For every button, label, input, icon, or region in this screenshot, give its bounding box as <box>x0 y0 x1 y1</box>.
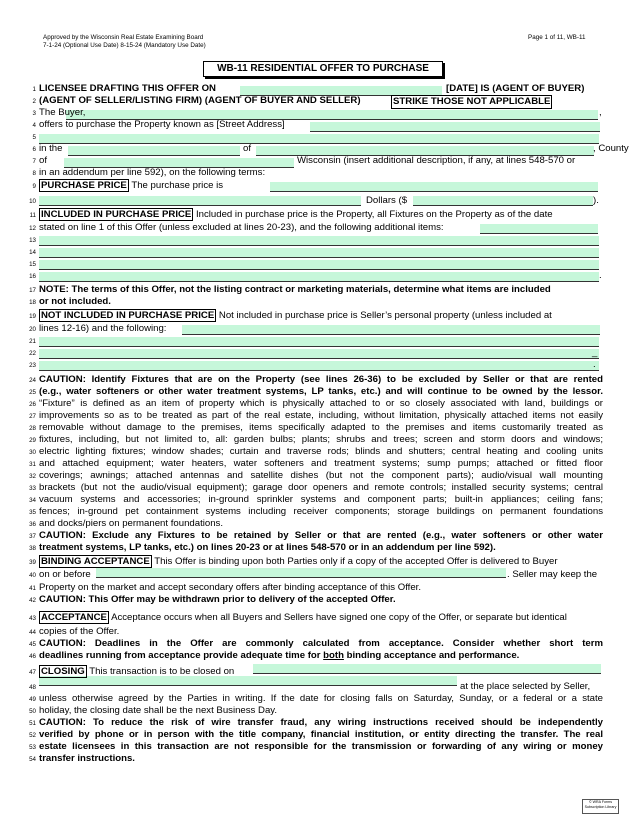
binding-acceptance-heading: BINDING ACCEPTANCE <box>41 556 150 567</box>
included-heading: INCLUDED IN PURCHASE PRICE <box>41 209 192 220</box>
line-5: 5 <box>32 134 36 141</box>
line-48: 48 at the place selected by Seller, <box>29 681 591 692</box>
line-23: 23 . <box>29 359 596 370</box>
line-16: 16 . <box>29 270 602 281</box>
line-25: 25 (e.g., water softeners or other water treatment systems, LP tanks, etc.) and will continue to be owned by the lessor. <box>29 386 603 397</box>
line-29: 29 fixtures, including, but not limited to, all: garden bulbs; plants; shrubs and trees; screen and storm doors and windows; <box>29 434 603 445</box>
line-39: 39 BINDING ACCEPTANCE This Offer is binding upon both Parties only if a copy of the accepted Offer is delivered to Buyer <box>29 556 558 567</box>
purchase-price-heading: PURCHASE PRICE <box>41 180 127 191</box>
line-22: 22 _ <box>29 347 598 358</box>
line-49: 49 unless otherwise agreed by the Parties in writing. If the date for closing falls on Saturday, Sunday, or a federal or a state <box>29 693 603 704</box>
line-30: 30 electric lighting fixtures; window shades; curtain and traverse rods; blinds and shutters; central heating and cooling units <box>29 446 603 457</box>
line-37: 37 CAUTION: Exclude any Fixtures to be retained by Seller or that are rented (e.g., water softeners or other water <box>29 530 603 541</box>
line-40: 40 on or before . Seller may keep the <box>29 569 598 580</box>
line-43: 43 ACCEPTANCE Acceptance occurs when all Buyers and Sellers have signed one copy of the Offer, or separate but identical <box>29 612 567 623</box>
line-28: 28 removable without damage to the premises, items specifically adapted to the premises and items customarily treated as <box>29 422 603 433</box>
line-34: 34 vacuum systems and accessories; in-ground sprinkler systems and component parts; built-in appliances; ceiling fans; <box>29 494 603 505</box>
line-35: 35 fences; in-ground pet containment systems including receiver components; storage buildings on permanent foundations <box>29 506 603 517</box>
line-21: 21 <box>29 338 36 345</box>
line-38: 38 treatment systems, LP tanks, etc.) on lines 20-23 or at lines 548-570 or in an addendum per line 592). <box>29 542 496 553</box>
line-52: 52 verified by phone or in person with the title company, financial institution, or entity directing the transfer. The real <box>29 729 603 740</box>
line-33: 33 brackets (but not the audio/visual equipment); garage door openers and remote controls; installed security systems; central <box>29 482 603 493</box>
approval-line: Approved by the Wisconsin Real Estate Examining Board <box>43 34 204 41</box>
line-46: 46 deadlines running from acceptance provide adequate time for both binding acceptance and performance. <box>29 650 520 661</box>
line-13: 13 <box>29 237 36 244</box>
line-12: 12 stated on line 1 of this Offer (unless excluded at lines 20-23), and the following additional items: <box>29 222 444 233</box>
line-15: 15 <box>29 261 36 268</box>
line-11: 11 INCLUDED IN PURCHASE PRICE Included in purchase price is the Property, all Fixtures on the Property as of the date <box>29 209 553 220</box>
line-44: 44 copies of the Offer. <box>29 626 120 637</box>
approval-text <box>43 34 206 50</box>
line-2: 2 (AGENT OF SELLER/LISTING FIRM) (AGENT OF BUYER AND SELLER) STRIKE THOSE NOT APPLICABLE <box>32 95 551 107</box>
form-title: WB-11 RESIDENTIAL OFFER TO PURCHASE <box>203 61 443 77</box>
line-45: 45 CAUTION: Deadlines in the Offer are commonly calculated from acceptance. Consider whether short term <box>29 638 603 649</box>
page-number: Page 1 of 11, WB-11 <box>528 34 586 41</box>
line-27: 27 improvements so as to be treated as part of the real estate, including, without limitation, physically attached items not easily <box>29 410 603 421</box>
line-7: 7 of Wisconsin (insert additional description, if any, at lines 548-570 or <box>32 155 576 166</box>
closing-heading: CLOSING <box>41 666 85 677</box>
line-36: 36 and docks/piers on permanent foundations. <box>29 518 224 529</box>
line-14: 14 <box>29 249 36 256</box>
line-1: 1 LICENSEE DRAFTING THIS OFFER ON [DATE] IS (AGENT OF BUYER) <box>32 83 585 94</box>
line-32: 32 coverings; awnings; attached antennas and satellite dishes (but not the component parts); audio/visual wall mounting <box>29 470 603 481</box>
line-47: 47 CLOSING This transaction is to be closed on <box>29 666 235 677</box>
line-26: 26 “Fixture” is defined as an item of property which is physically attached to or so closely associated with land, buildings or <box>29 398 603 409</box>
line-54: 54 transfer instructions. <box>29 753 135 764</box>
line-8: 8 in an addendum per line 592), on the following terms: <box>32 167 266 178</box>
line-24: 24 CAUTION: Identify Fixtures that are on the Property (see lines 26-36) to be excluded by Seller or that are rented <box>29 374 603 385</box>
line-50: 50 holiday, the closing date shall be the next Business Day. <box>29 705 278 716</box>
line-10: 10 Dollars ($ ). <box>29 195 599 206</box>
use-dates: 7-1-24 (Optional Use Date) 8-15-24 (Mandatory Use Date) <box>43 42 206 49</box>
line-20: 20 lines 12-16) and the following: <box>29 323 167 334</box>
line-42: 42 CAUTION: This Offer may be withdrawn prior to delivery of the accepted Offer. <box>29 594 396 605</box>
line-19: 19 NOT INCLUDED IN PURCHASE PRICE Not included in purchase price is Seller’s personal property (unless included at <box>29 310 552 321</box>
line-6: 6 in the of , County <box>32 143 629 154</box>
line-31: 31 and attached equipment; water heaters, water softeners and treatment systems; sump pumps; attached or fitted floor <box>29 458 603 469</box>
line-17: 17 NOTE: The terms of this Offer, not the listing contract or marketing materials, determine what items are included <box>29 284 551 295</box>
line-51: 51 CAUTION: To reduce the risk of wire transfer fraud, any wiring instructions received should be independently <box>29 717 603 728</box>
line-18: 18 or not included. <box>29 296 111 307</box>
strike-instruction: STRIKE THOSE NOT APPLICABLE <box>393 96 551 107</box>
line-41: 41 Property on the market and accept secondary offers after binding acceptance of this Offer. <box>29 582 422 593</box>
line-3: 3 The Buyer, , <box>32 107 602 118</box>
wra-forms-logo: © WRA Forms Subscription Library <box>582 799 619 814</box>
line-9: 9 PURCHASE PRICE The purchase price is <box>32 180 224 191</box>
not-included-heading: NOT INCLUDED IN PURCHASE PRICE <box>41 310 215 321</box>
acceptance-heading: ACCEPTANCE <box>41 612 107 623</box>
line-4: 4 offers to purchase the Property known as [Street Address] <box>32 119 285 130</box>
line-53: 53 estate licensees in this transaction are not responsible for the transmission or forwarding of any wiring or money <box>29 741 603 752</box>
